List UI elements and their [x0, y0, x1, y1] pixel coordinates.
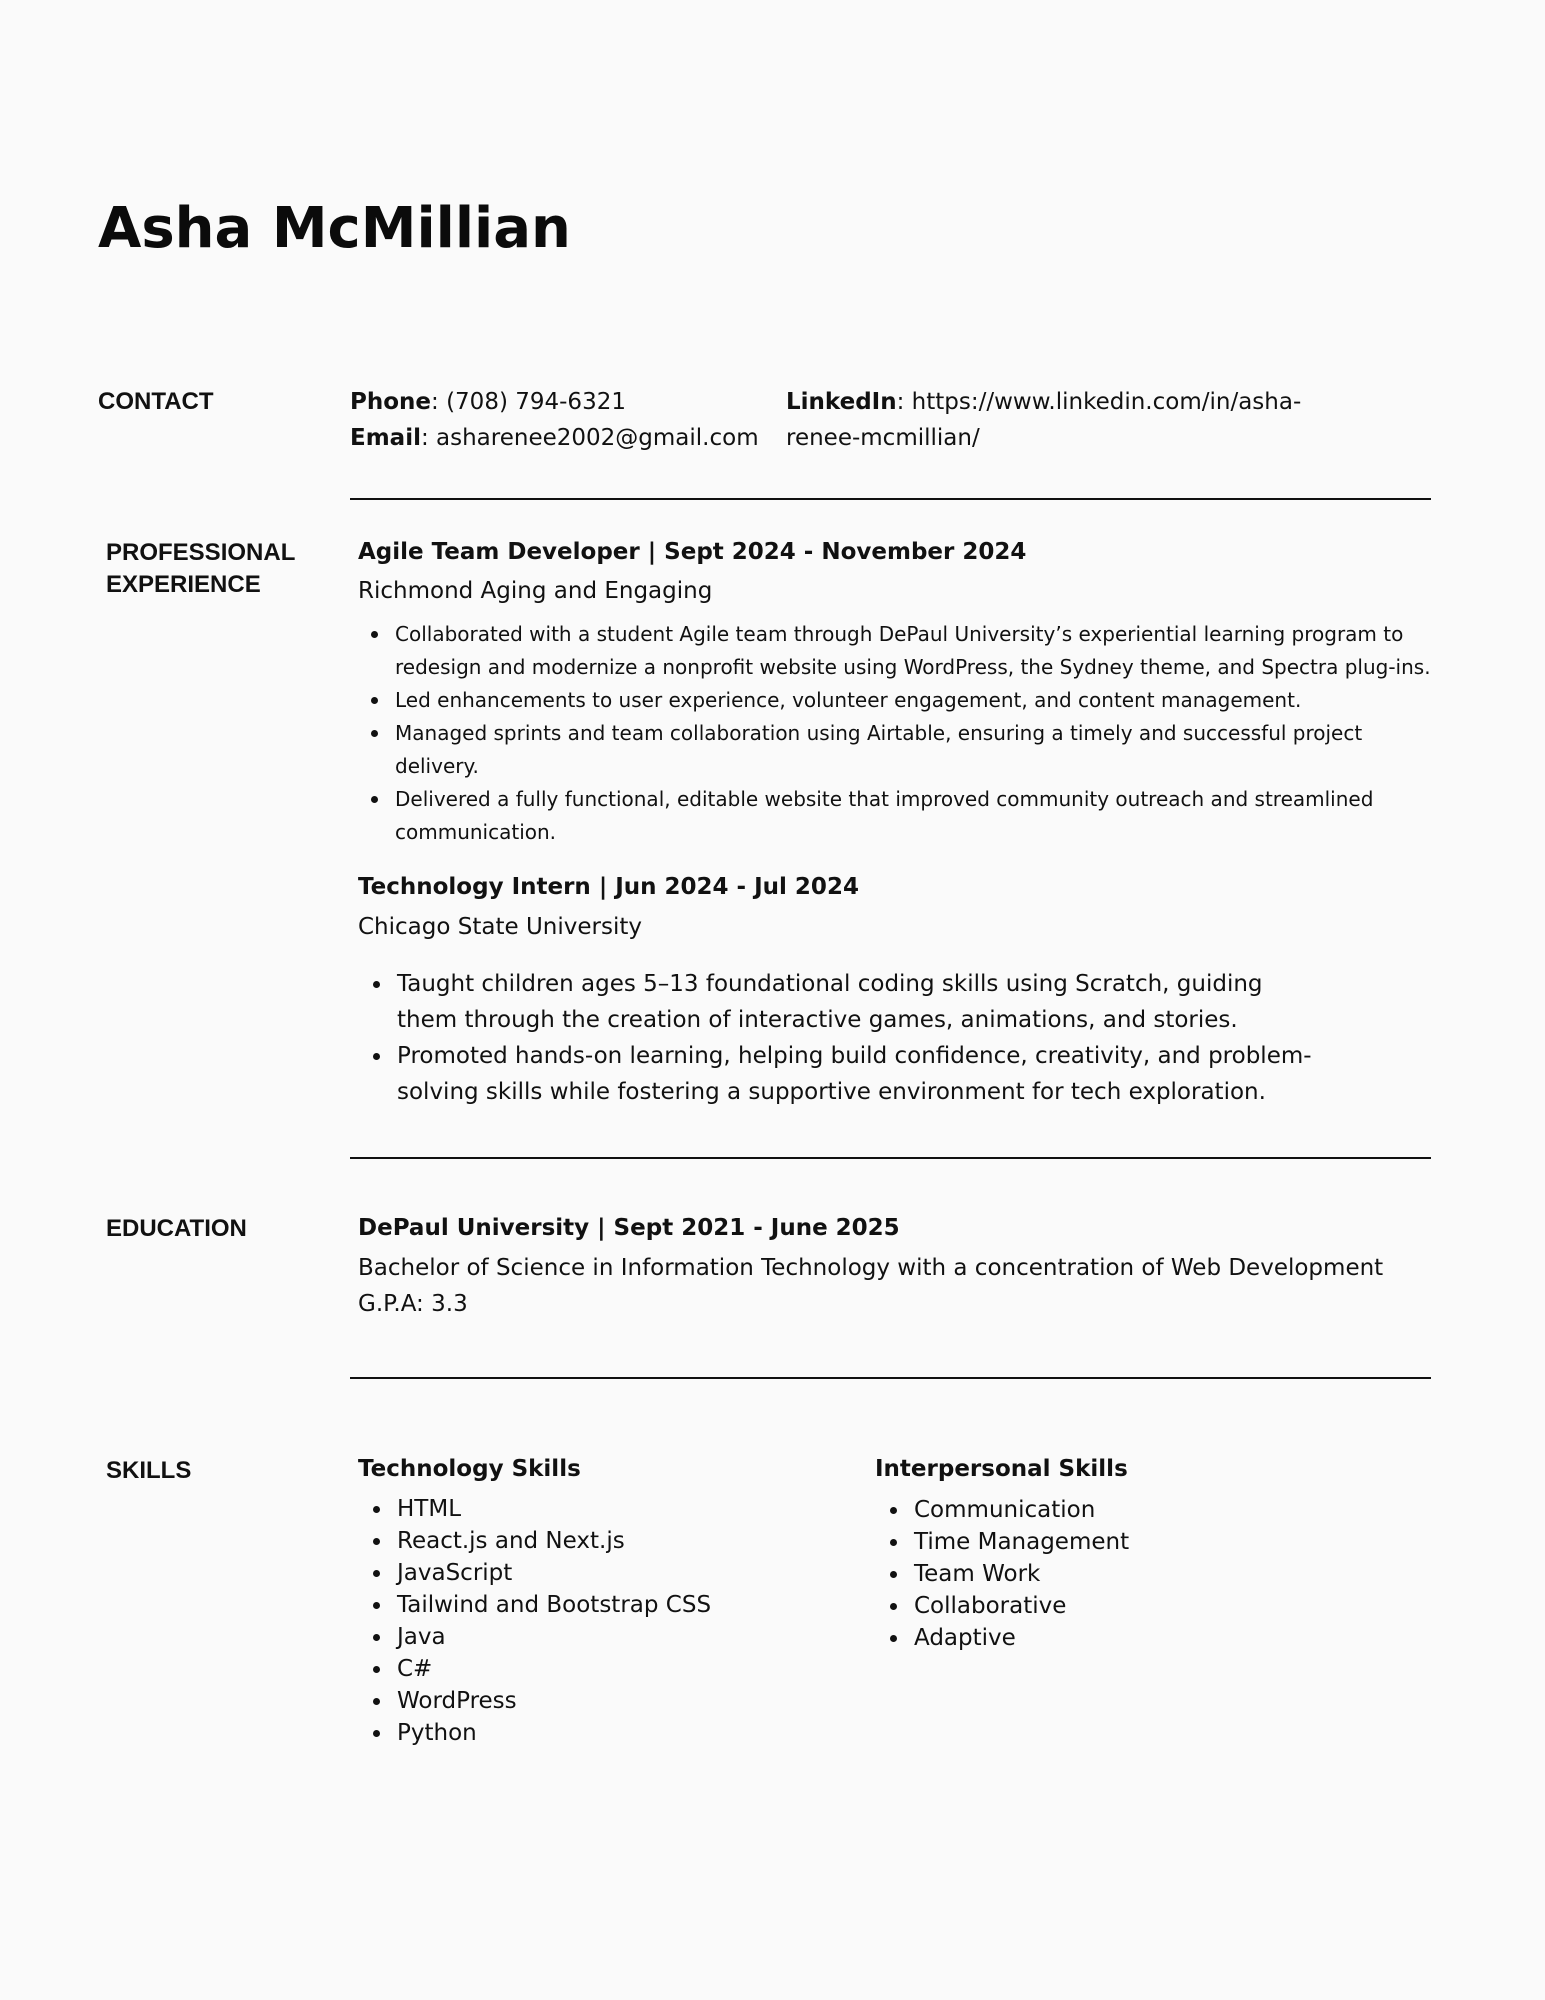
section-divider — [350, 498, 1431, 500]
list-item: C# — [360, 1653, 840, 1685]
linkedin-value-line1: https://www.linkedin.com/in/asha- — [911, 389, 1302, 415]
list-item: WordPress — [360, 1685, 840, 1717]
education-heading: EDUCATION — [106, 1215, 247, 1242]
list-item: Collaborated with a student Agile team through DePaul University’s experiential learning program to redesign and modernize a nonprofit website using WordPress, the Sydney theme, and Spectra plug-ins. — [358, 618, 1448, 684]
list-item: Collaborative — [877, 1590, 1357, 1622]
job-bullets — [360, 966, 1320, 1110]
list-item: Java — [360, 1621, 840, 1653]
section-divider — [350, 1157, 1431, 1159]
list-item: Tailwind and Bootstrap CSS — [360, 1589, 840, 1621]
linkedin-label: LinkedIn — [786, 389, 897, 415]
list-item: Managed sprints and team collaboration using Airtable, ensuring a timely and successful project delivery. — [358, 717, 1448, 783]
education-gpa: G.P.A: 3.3 — [358, 1291, 468, 1317]
list-item: JavaScript — [360, 1557, 840, 1589]
education-school: DePaul University | Sept 2021 - June 2025 — [358, 1215, 900, 1241]
job-bullets — [358, 618, 1448, 849]
resume-name: Asha McMillian — [98, 196, 571, 261]
experience-heading-line2: EXPERIENCE — [106, 571, 261, 598]
education-degree: Bachelor of Science in Information Technology with a concentration of Web Development — [358, 1255, 1384, 1281]
phone-label: Phone — [350, 389, 432, 415]
contact-linkedin: LinkedIn: https://www.linkedin.com/in/asha- — [786, 389, 1302, 415]
email-value: asharenee2002@gmail.com — [436, 425, 759, 451]
technology-skills-title: Technology Skills — [358, 1456, 581, 1482]
list-item: React.js and Next.js — [360, 1525, 840, 1557]
list-item: HTML — [360, 1493, 840, 1525]
list-item: Led enhancements to user experience, volunteer engagement, and content management. — [358, 684, 1448, 717]
linkedin-value-line2: renee-mcmillian/ — [786, 425, 980, 451]
experience-heading-line1: PROFESSIONAL — [106, 539, 296, 566]
list-item: Time Management — [877, 1526, 1357, 1558]
job-organization: Richmond Aging and Engaging — [358, 578, 713, 604]
skills-heading: SKILLS — [106, 1457, 192, 1484]
interpersonal-skills-title: Interpersonal Skills — [875, 1456, 1128, 1482]
job-organization: Chicago State University — [358, 914, 642, 940]
job-title: Agile Team Developer | Sept 2024 - November 2024 — [358, 539, 1027, 565]
list-item: Python — [360, 1717, 840, 1749]
contact-heading: CONTACT — [98, 388, 214, 415]
list-item: Team Work — [877, 1558, 1357, 1590]
job-title: Technology Intern | Jun 2024 - Jul 2024 — [358, 874, 859, 900]
experience-heading — [106, 537, 295, 601]
technology-skills-list — [360, 1493, 840, 1749]
list-item: Taught children ages 5–13 foundational coding skills using Scratch, guiding them through the creation of interactive games, animations, and stories. — [360, 966, 1320, 1038]
section-divider — [350, 1377, 1431, 1379]
list-item: Adaptive — [877, 1622, 1357, 1654]
list-item: Promoted hands-on learning, helping build confidence, creativity, and problem-solving skills while fostering a supportive environment for tech exploration. — [360, 1038, 1320, 1110]
list-item: Communication — [877, 1494, 1357, 1526]
interpersonal-skills-list — [877, 1494, 1357, 1654]
contact-email: Email: asharenee2002@gmail.com — [350, 425, 759, 451]
list-item: Delivered a fully functional, editable website that improved community outreach and streamlined communication. — [358, 783, 1448, 849]
phone-value: (708) 794-6321 — [446, 389, 626, 415]
email-label: Email — [350, 425, 421, 451]
contact-phone: Phone: (708) 794-6321 — [350, 389, 626, 415]
